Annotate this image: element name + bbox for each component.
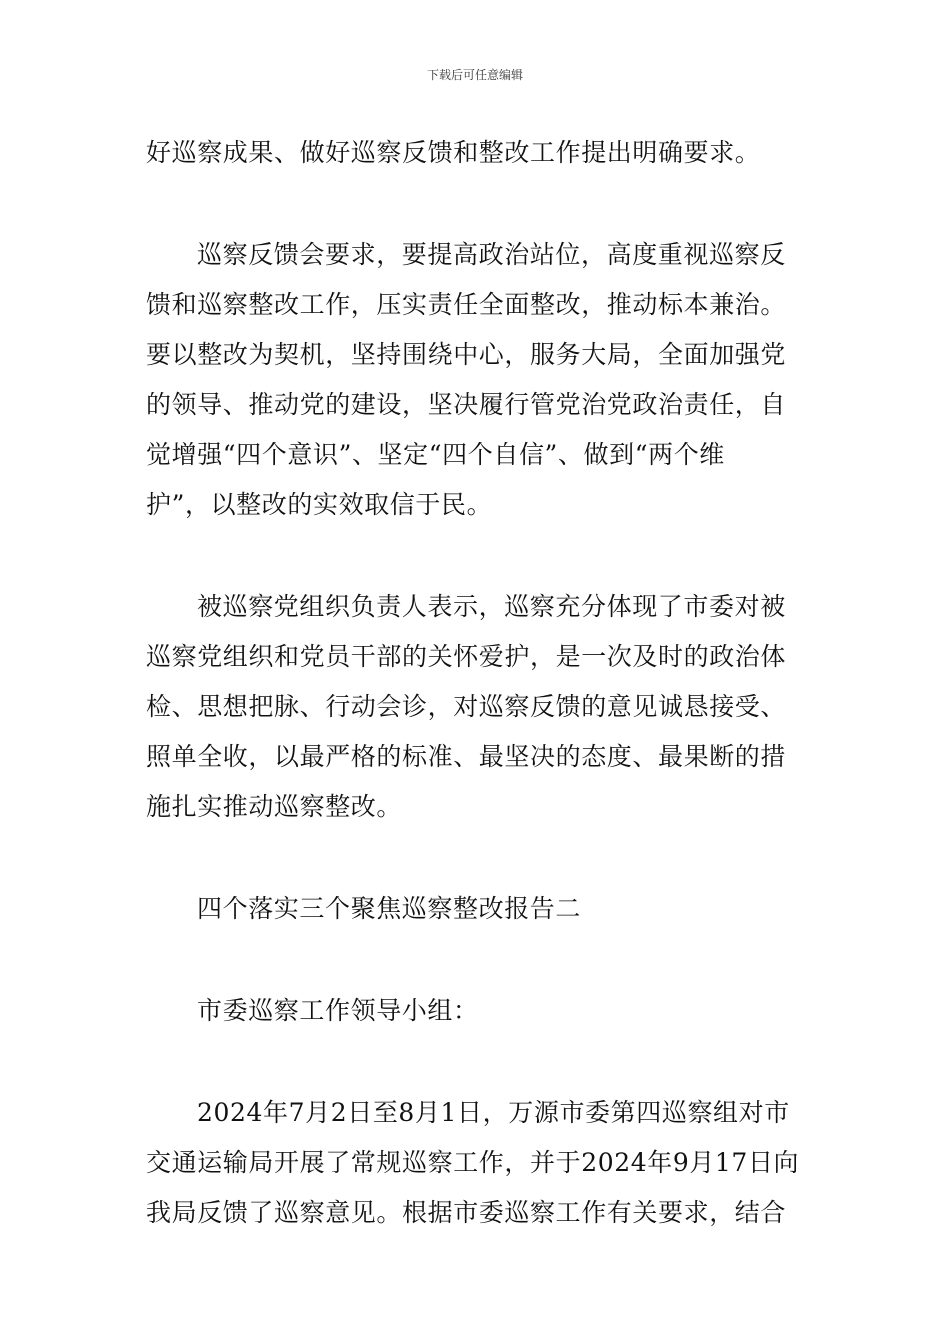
text-line: 的领导、推动党的建设，坚决履行管党治党政治责任，自 bbox=[146, 390, 787, 419]
text-line: 2024年7月2日至8月1日，万源市委第四巡察组对市 bbox=[197, 1098, 790, 1127]
paragraph-3 bbox=[146, 582, 810, 832]
text-line: 被巡察党组织负责人表示，巡察充分体现了市委对被 bbox=[197, 592, 786, 621]
document-body bbox=[146, 128, 810, 1238]
paragraph-1 bbox=[146, 128, 810, 178]
paragraph-4 bbox=[146, 1088, 810, 1238]
text-line: 巡察反馈会要求，要提高政治站位，高度重视巡察反 bbox=[197, 240, 786, 269]
text-line: 巡察党组织和党员干部的关怀爱护，是一次及时的政治体 bbox=[146, 642, 787, 671]
text-line: 我局反馈了巡察意见。根据市委巡察工作有关要求，结合 bbox=[146, 1198, 787, 1227]
paragraph-2 bbox=[146, 230, 810, 530]
text-line: 市委巡察工作领导小组： bbox=[197, 996, 479, 1025]
text-line: 照单全收，以最严格的标准、最坚决的态度、最果断的措 bbox=[146, 742, 787, 771]
text-line: 四个落实三个聚焦巡察整改报告二 bbox=[197, 894, 582, 923]
text-line: 交通运输局开展了常规巡察工作，并于2024年9月17日向 bbox=[146, 1148, 800, 1177]
salutation bbox=[146, 986, 810, 1036]
text-line: 觉增强“四个意识”、坚定“四个自信”、做到“两个维 bbox=[146, 440, 725, 469]
text-line: 护”，以整改的实效取信于民。 bbox=[146, 490, 493, 519]
text-line: 要以整改为契机，坚持围绕中心，服务大局，全面加强党 bbox=[146, 340, 787, 369]
text-line: 施扎实推动巡察整改。 bbox=[146, 792, 403, 821]
text-line: 检、思想把脉、行动会诊，对巡察反馈的意见诚恳接受、 bbox=[146, 692, 787, 721]
page-header: 下载后可任意编辑 bbox=[426, 68, 523, 82]
text-line: 馈和巡察整改工作，压实责任全面整改，推动标本兼治。 bbox=[146, 290, 787, 319]
section-title bbox=[146, 884, 810, 934]
text-line: 好巡察成果、做好巡察反馈和整改工作提出明确要求。 bbox=[146, 138, 761, 167]
